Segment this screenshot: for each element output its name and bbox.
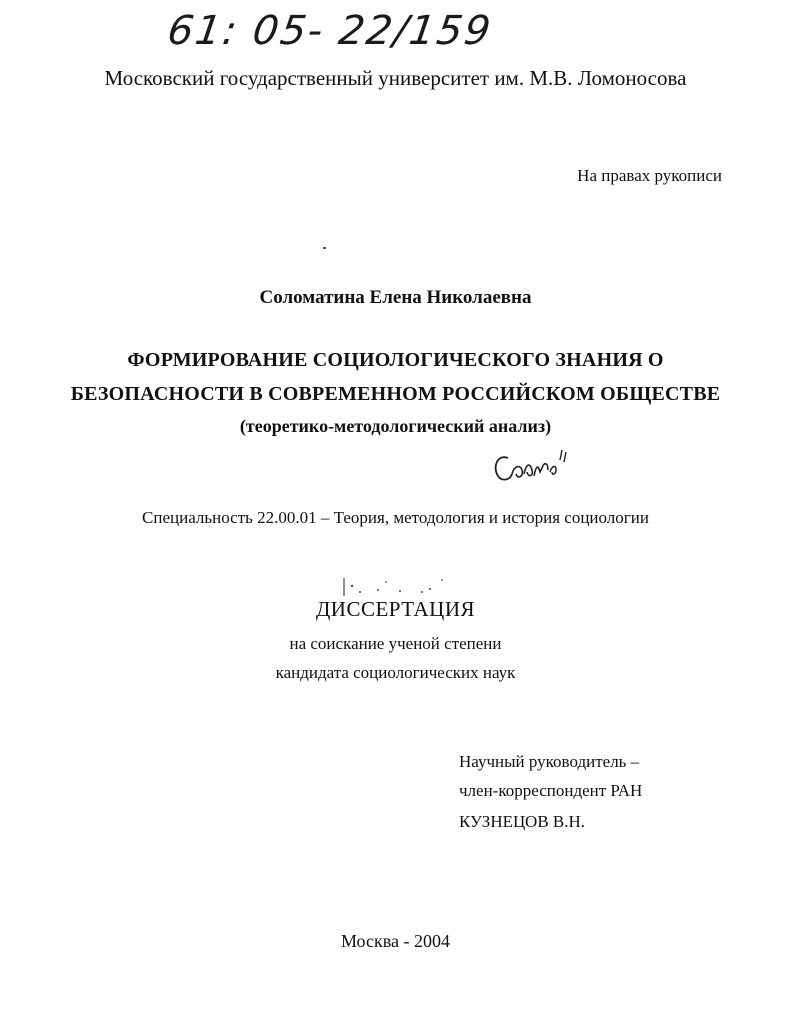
- degree-line-2: кандидата социологических наук: [275, 663, 516, 682]
- supervisor-line-1: Научный руководитель –: [459, 752, 640, 771]
- specialty-line: Специальность 22.00.01 – Теория, методология и история социологии: [142, 508, 649, 527]
- title-subtitle: (теоретико-методологический анализ): [239, 416, 552, 436]
- author-name: Соломатина Елена Николаевна: [259, 287, 532, 308]
- supervisor-line-3: КУЗНЕЦОВ В.Н.: [459, 812, 586, 831]
- university-name: Московский государственный университет им. М.В. Ломоносова: [104, 66, 687, 90]
- manuscript-rights-note: На правах рукописи: [577, 166, 722, 185]
- title-line-2: БЕЗОПАСНОСТИ В СОВРЕМЕННОМ РОССИЙСКОМ ОБЩЕСТВЕ: [70, 383, 721, 405]
- supervisor-line-2: член-корреспондент РАН: [459, 781, 643, 800]
- stray-mark: [323, 247, 326, 249]
- handwritten-signature: [490, 444, 570, 492]
- degree-line-1: на соискание ученой степени: [289, 634, 502, 653]
- document-type: ДИССЕРТАЦИЯ: [315, 597, 476, 621]
- city-year: Москва - 2004: [341, 931, 450, 951]
- handwritten-catalog-code: 61: 05- 22/159: [164, 8, 496, 54]
- faint-stamp-marks: [338, 576, 454, 598]
- title-line-1: ФОРМИРОВАНИЕ СОЦИОЛОГИЧЕСКОГО ЗНАНИЯ О: [127, 349, 664, 371]
